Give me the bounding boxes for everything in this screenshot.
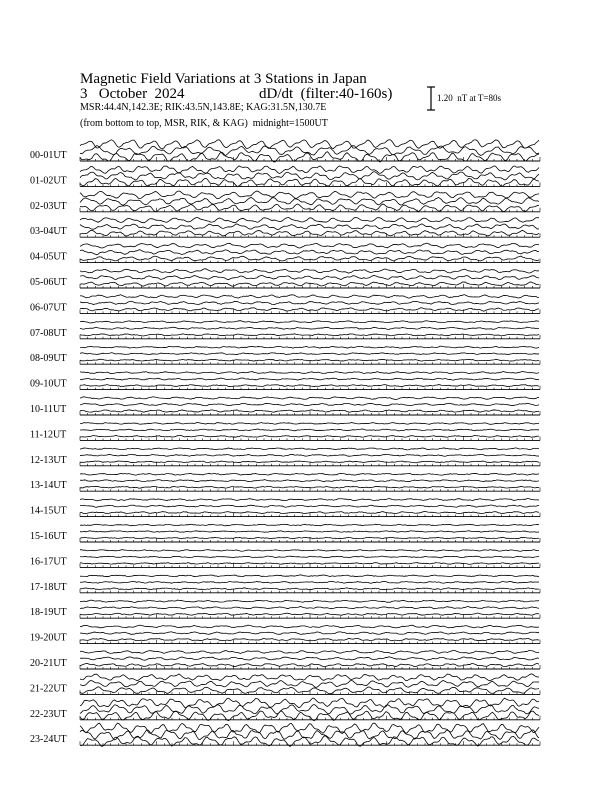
trace-rik	[80, 197, 539, 205]
trace-msr	[80, 282, 539, 286]
trace-msr	[80, 663, 539, 666]
trace-kag	[80, 575, 539, 577]
hour-label: 12-13UT	[30, 454, 67, 466]
trace-msr	[80, 359, 539, 361]
hour-row	[30, 346, 540, 364]
trace-kag	[80, 217, 539, 222]
trace-rik	[80, 327, 539, 329]
hour-label: 00-01UT	[30, 150, 67, 161]
trace-kag	[80, 397, 539, 400]
hour-label: 23-24UT	[30, 734, 67, 746]
hour-label: 01-02UT	[30, 175, 67, 187]
trace-msr	[80, 563, 539, 565]
hour-label: 16-17UT	[30, 556, 67, 568]
trace-rik	[80, 378, 539, 380]
hour-label: 13-14UT	[30, 480, 67, 492]
trace-kag	[80, 698, 539, 708]
date-label: 3 October 2024	[80, 86, 185, 102]
trace-rik	[80, 250, 539, 255]
trace-rik	[80, 632, 539, 635]
trace-kag	[80, 269, 539, 273]
trace-kag	[80, 600, 539, 602]
hour-label: 22-23UT	[30, 708, 67, 720]
order-note: (from bottom to top, MSR, RIK, & KAG) midnight=1500UT	[80, 118, 328, 129]
hour-row	[30, 372, 540, 390]
hour-row	[30, 191, 540, 212]
trace-rik	[80, 581, 539, 583]
trace-kag	[80, 524, 539, 526]
trace-kag	[80, 723, 539, 733]
minute-ticks	[80, 411, 540, 415]
trace-msr	[80, 308, 539, 311]
hour-label: 17-18UT	[30, 581, 67, 593]
hour-label: 04-05UT	[30, 251, 67, 263]
trace-kag	[80, 191, 539, 199]
trace-msr	[80, 334, 539, 336]
hour-row	[30, 269, 540, 288]
trace-rik	[80, 454, 539, 456]
trace-rik	[80, 680, 539, 687]
trace-rik	[80, 505, 539, 507]
hour-row	[30, 625, 540, 644]
hour-label: 06-07UT	[30, 302, 67, 314]
trace-kag	[80, 550, 539, 552]
trace-kag	[80, 625, 539, 628]
hour-label: 11-12UT	[30, 429, 67, 441]
trace-kag	[80, 295, 539, 299]
trace-msr	[80, 486, 539, 488]
scale-bar-icon	[427, 87, 435, 110]
trace-rik	[80, 480, 539, 482]
hour-row	[30, 698, 540, 721]
hour-label: 05-06UT	[30, 277, 67, 288]
minute-ticks	[80, 665, 540, 669]
trace-msr	[80, 511, 539, 513]
hour-label: 14-15UT	[30, 505, 67, 517]
hour-row	[30, 422, 540, 440]
trace-rik	[80, 730, 539, 740]
trace-kag	[80, 372, 539, 374]
trace-rik	[80, 606, 539, 608]
hour-row	[30, 473, 540, 491]
trace-msr	[80, 461, 539, 463]
trace-rik	[80, 353, 539, 355]
trace-kag	[80, 473, 539, 475]
hour-row	[30, 674, 540, 695]
trace-kag	[80, 346, 539, 348]
hour-label: 07-08UT	[30, 327, 67, 339]
trace-rik	[80, 556, 539, 558]
hour-label: 10-11UT	[30, 404, 67, 415]
trace-msr	[80, 256, 539, 261]
hour-row	[30, 723, 540, 747]
trace-msr	[80, 435, 539, 437]
trace-rik	[80, 275, 539, 279]
trace-rik	[80, 531, 539, 533]
hour-row	[30, 600, 540, 618]
hour-row	[30, 321, 540, 339]
trace-msr	[80, 178, 539, 186]
trace-msr	[80, 588, 539, 590]
hour-label: 08-09UT	[30, 353, 67, 365]
trace-kag	[80, 321, 539, 323]
hour-label: 09-10UT	[30, 378, 67, 390]
trace-msr	[80, 537, 539, 539]
trace-kag	[80, 650, 539, 653]
hour-row	[30, 397, 540, 415]
stations-label: MSR:44.4N,142.3E; RIK:43.5N,143.8E; KAG:31.5N,130.7E	[80, 102, 327, 113]
chart-title: Magnetic Field Variations at 3 Stations in Japan	[80, 71, 367, 87]
hour-row	[30, 166, 540, 187]
minute-ticks	[80, 208, 540, 212]
hour-label: 03-04UT	[30, 226, 67, 238]
hour-label: 19-20UT	[30, 632, 67, 644]
hour-row	[30, 448, 540, 466]
trace-rik	[80, 429, 539, 431]
trace-msr	[80, 613, 539, 615]
trace-kag	[80, 243, 539, 248]
trace-kag	[80, 166, 539, 174]
hour-row	[30, 243, 540, 262]
minute-ticks	[80, 538, 540, 542]
hour-label: 20-21UT	[30, 658, 67, 669]
trace-kag	[80, 140, 539, 149]
hour-row	[30, 140, 540, 162]
scale-label: 1.20 nT at T=80s	[437, 93, 501, 103]
trace-kag	[80, 422, 539, 424]
hour-row	[30, 217, 540, 237]
filter-label: dD/dt (filter:40-160s)	[259, 86, 393, 102]
hour-label: 18-19UT	[30, 607, 67, 619]
trace-kag	[80, 499, 539, 501]
hour-row	[30, 575, 540, 593]
hour-row	[30, 550, 540, 568]
hour-row	[30, 650, 540, 669]
hour-label: 02-03UT	[30, 200, 67, 212]
trace-rik	[80, 403, 539, 406]
hour-row	[30, 295, 540, 314]
trace-rik	[80, 657, 539, 661]
trace-msr	[80, 230, 539, 236]
trace-msr	[80, 410, 539, 412]
hour-label: 15-16UT	[30, 531, 67, 542]
hour-row	[30, 499, 540, 517]
hour-label: 21-22UT	[30, 683, 67, 695]
trace-rik	[80, 301, 539, 304]
hour-row	[30, 524, 540, 542]
trace-kag	[80, 448, 539, 450]
trace-msr	[80, 638, 539, 640]
trace-msr	[80, 385, 539, 387]
trace-rik	[80, 224, 539, 230]
trace-kag	[80, 674, 539, 681]
